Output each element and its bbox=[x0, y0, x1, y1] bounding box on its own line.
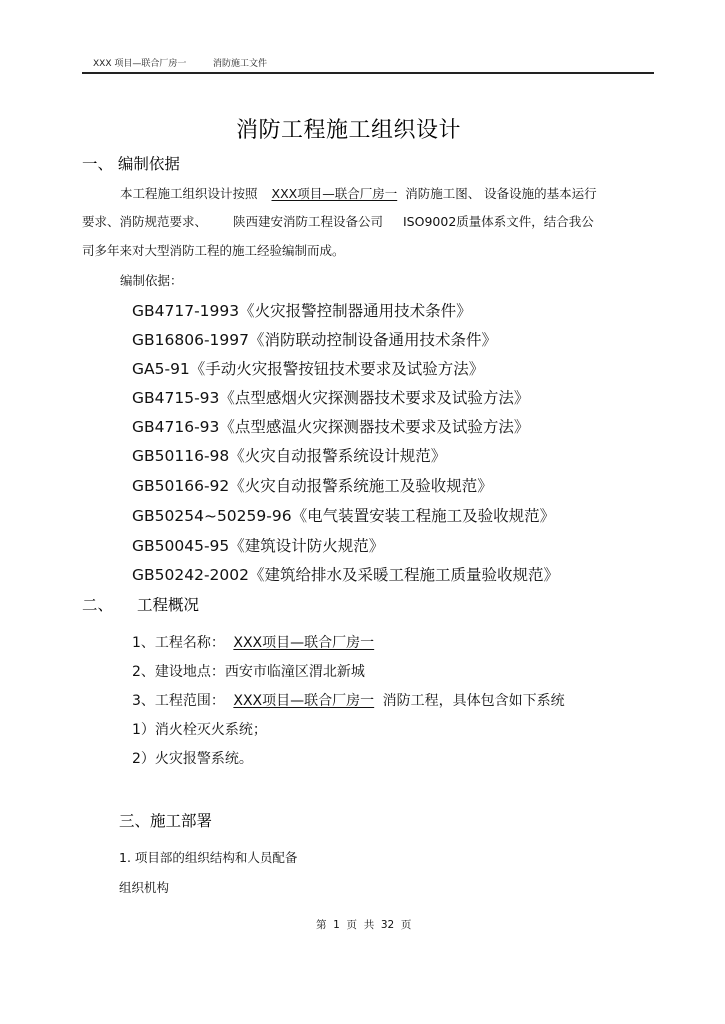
header-doc-type: 消防施工文件 bbox=[213, 59, 268, 69]
standard-item: GB50166-92《火灾自动报警系统施工及验收规范》 bbox=[132, 477, 493, 495]
para-line-3: 司多年来对大型消防工程的施工经验编制而成。 bbox=[82, 243, 345, 258]
standard-item: GB4717-1993《火灾报警控制器通用技术条件》 bbox=[132, 302, 472, 320]
overview-item-2: 2、建设地点：西安市临潼区渭北新城 bbox=[132, 664, 365, 680]
para-line-1 bbox=[120, 184, 597, 202]
overview-item-3 bbox=[132, 690, 565, 710]
section-3-heading: 三、施工部署 bbox=[119, 812, 213, 830]
header-project: XXX 项目—联合厂房一 bbox=[93, 59, 187, 69]
standard-item: GB50254~50259-96《电气装置安装工程施工及验收规范》 bbox=[132, 507, 556, 525]
para-line-2 bbox=[82, 212, 594, 230]
standard-item: GB4716-93《点型感温火灾探测器技术要求及试验方法》 bbox=[132, 418, 530, 436]
system-item-1: 1）消火栓灭火系统； bbox=[132, 722, 267, 738]
project-name-ref: XXX项目—联合厂房一 bbox=[271, 186, 398, 201]
section-3-sub-1: 1. 项目部的组织结构和人员配备 bbox=[119, 850, 298, 865]
para-line-1-end: 消防施工图、 设备设施的基本运行 bbox=[405, 186, 597, 201]
para-line-2-end: ISO9002质量体系文件，结合我公 bbox=[403, 214, 594, 229]
company-name: 陕西建安消防工程设备公司 bbox=[233, 214, 384, 229]
para-line-2-start: 要求、消防规范要求、 bbox=[82, 214, 208, 229]
standard-item: GB16806-1997《消防联动控制设备通用技术条件》 bbox=[132, 331, 497, 349]
standard-item: GB50045-95《建筑设计防火规范》 bbox=[132, 537, 385, 555]
para-line-1-start: 本工程施工组织设计按照 bbox=[120, 186, 258, 201]
standard-item: GB4715-93《点型感烟火灾探测器技术要求及试验方法》 bbox=[132, 389, 530, 407]
standard-item: GA5-91《手动火灾报警按钮技术要求及试验方法》 bbox=[132, 360, 485, 378]
item-1-label: 1、工程名称： bbox=[132, 635, 225, 651]
section-2-heading-num: 二、 bbox=[82, 596, 114, 614]
section-3-sub-2: 组织机构 bbox=[119, 880, 170, 895]
item-3-suffix: 消防工程，具体包含如下系统 bbox=[382, 693, 565, 709]
page-number: 第 1 页 共 32 页 bbox=[316, 919, 412, 931]
item-3-label: 3、工程范围： bbox=[132, 693, 225, 709]
item-3-value: XXX项目—联合厂房一 bbox=[233, 693, 375, 709]
overview-item-1 bbox=[132, 632, 374, 652]
standard-item: GB50242-2002《建筑给排水及采暖工程施工质量验收规范》 bbox=[132, 566, 559, 584]
page-title: 消防工程施工组织设计 bbox=[236, 118, 462, 143]
section-2-heading: 工程概况 bbox=[137, 596, 200, 614]
item-1-value: XXX项目—联合厂房一 bbox=[233, 635, 375, 651]
standard-item: GB50116-98《火灾自动报警系统设计规范》 bbox=[132, 447, 447, 465]
section-1-heading: 一、 编制依据 bbox=[82, 155, 180, 173]
header-rule bbox=[82, 72, 654, 74]
system-item-2: 2）火灾报警系统。 bbox=[132, 751, 253, 767]
basis-label: 编制依据： bbox=[120, 273, 183, 288]
